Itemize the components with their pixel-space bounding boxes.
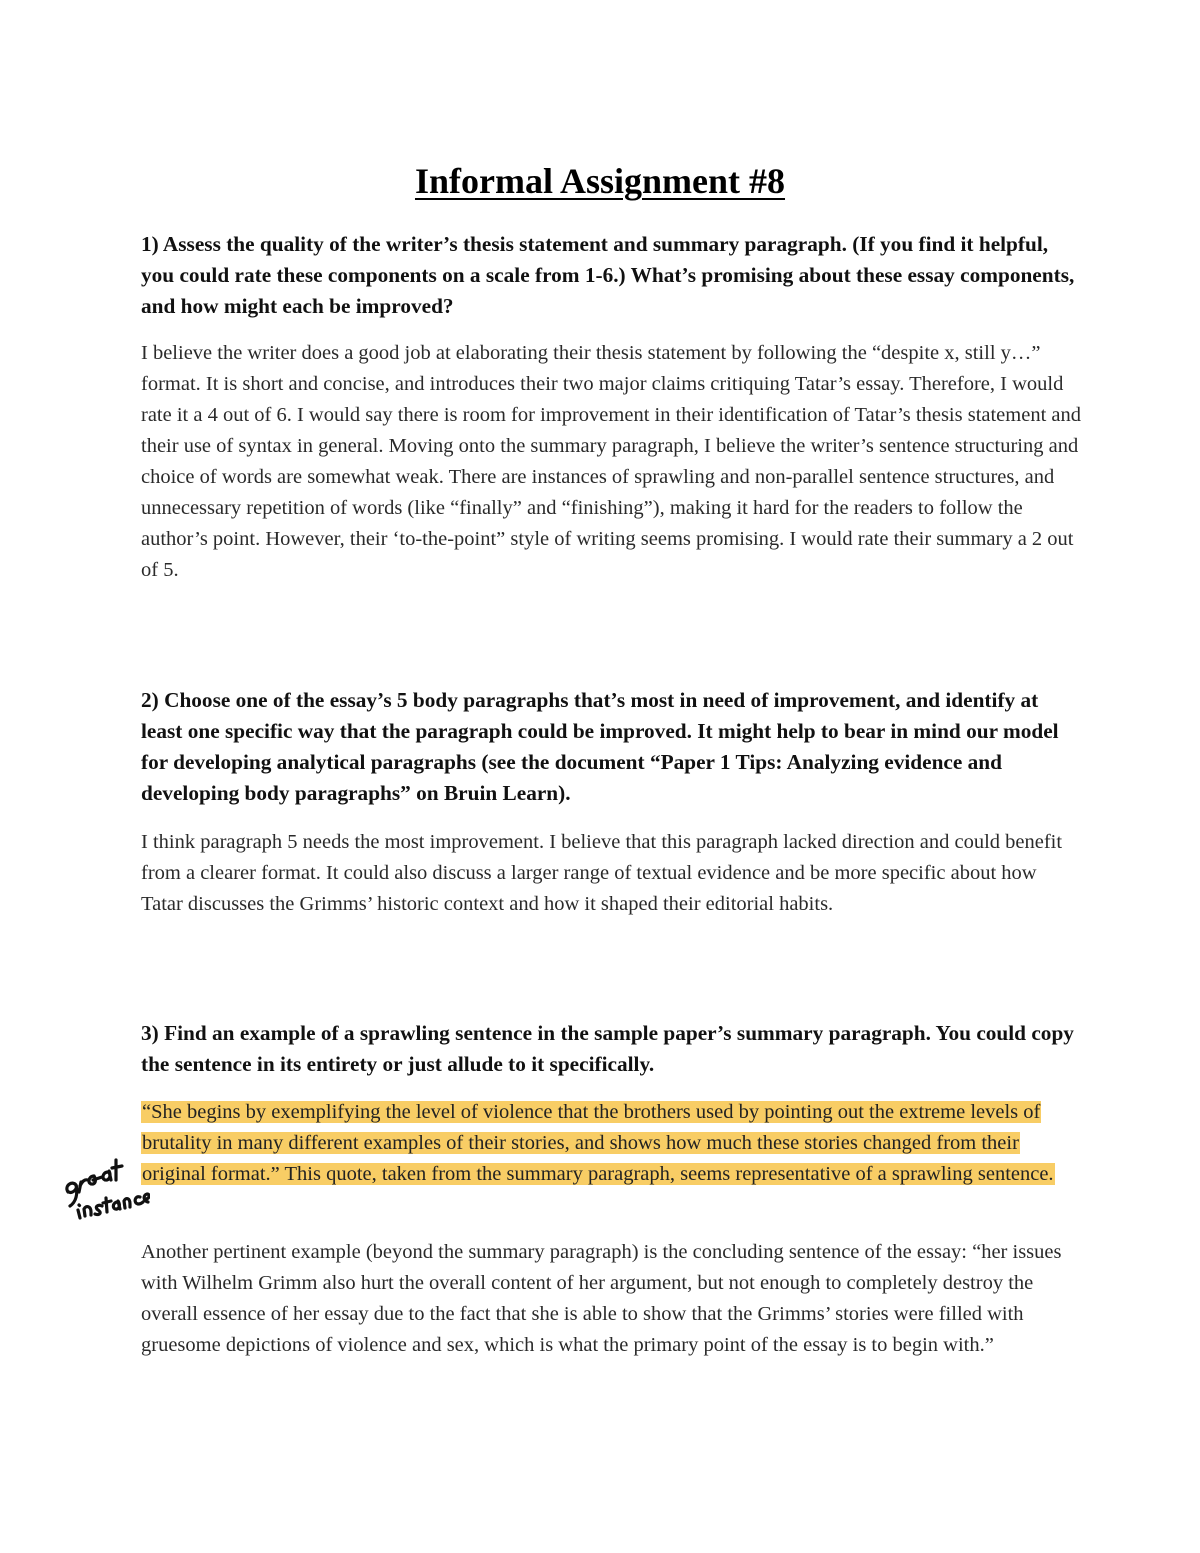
page-title: Informal Assignment #8 <box>414 161 786 201</box>
handwritten-annotation <box>58 1152 150 1232</box>
question-1-prompt: 1) Assess the quality of the writer’s thesis statement and summary paragraph. (If you find it helpful, you could rate these components on a scale from 1-6.) What’s promising about these essay components, and how might each be improved? <box>141 232 1075 318</box>
question-3-answer: Another pertinent example (beyond the summary paragraph) is the concluding sentence of the essay: “her issues with Wilhelm Grimm also hurt the overall content of her argument, but not enough to completely destroy the overall essence of her essay due to the fact that she is able to show that the Grimms’ stories were filled with gruesome depictions of violence and sex, which is what the primary point of the essay is to begin with.” <box>141 1241 1062 1356</box>
question-3-prompt: 3) Find an example of a sprawling sentence in the sample paper’s summary paragraph. You could copy the sentence in its entirety or just allude to it specifically. <box>141 1021 1074 1076</box>
highlighted-quote: “She begins by exemplifying the level of violence that the brothers used by pointing out the extreme levels of brutality in many different examples of their stories, and shows how much these stories changed from their original format.” This quote, taken from the summary paragraph, seems representative of a sprawling sentence. <box>142 1101 1054 1185</box>
question-3-highlighted-answer <box>141 1097 1081 1190</box>
question-1-answer: I believe the writer does a good job at elaborating their thesis statement by following the “despite x, still y…” format. It is short and concise, and introduces their two major claims critiquing Tatar’s essay. Therefore, I would rate it a 4 out of 6. I would say there is room for improvement in their identification of Tatar’s thesis statement and their use of syntax in general. Moving onto the summary paragraph, I believe the writer’s sentence structuring and choice of words are somewhat weak. There are instances of sprawling and non-parallel sentence structures, and unnecessary repetition of words (like “finally” and “finishing”), making it hard for the readers to follow the author’s point. However, their ‘to-the-point” style of writing seems promising. I would rate their summary a 2 out of 5. <box>141 342 1081 581</box>
question-2-prompt: 2) Choose one of the essay’s 5 body paragraphs that’s most in need of improvement, and identify at least one specific way that the paragraph could be improved. It might help to bear in mind our model for developing analytical paragraphs (see the document “Paper 1 Tips: Analyzing evidence and developing body paragraphs” on Bruin Learn). <box>141 688 1059 805</box>
question-2-answer: I think paragraph 5 needs the most improvement. I believe that this paragraph lacked direction and could benefit from a clearer format. It could also discuss a larger range of textual evidence and be more specific about how Tatar discusses the Grimms’ historic context and how it shaped their editorial habits. <box>141 831 1063 915</box>
